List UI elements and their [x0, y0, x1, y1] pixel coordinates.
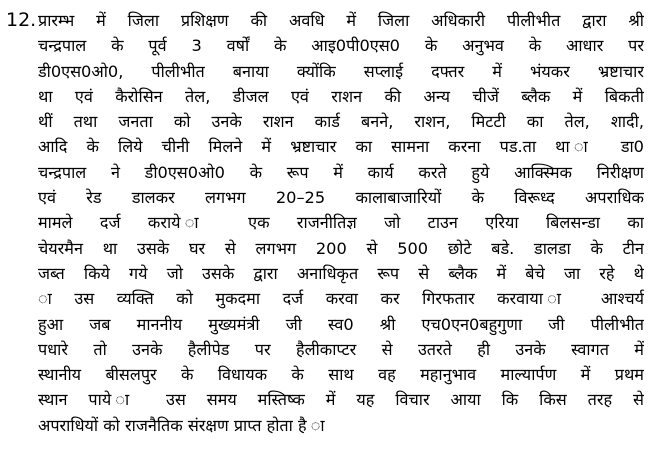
text-line: हुआ जब माननीय मुख्यमंत्री जी स्व0 श्री एच0एन0बहुगुणा जी पीलीभीत	[38, 314, 644, 334]
text-line: चेयरमैन था उसके घर से लगभग 200 से 500 छोटे बडे. डालडा के टीन	[38, 238, 644, 258]
text-line: स्थानीय बीसलपुर के विधायक के साथ वह महानुभाव माल्यार्पण में प्रथम	[38, 365, 644, 385]
text-line: स्थान पाये ा उस समय मस्तिष्क में यह विचार आया कि किस तरह से	[38, 390, 644, 410]
text-line: थीं तथा जनता को उनके राशन कार्ड बनने, राशन, मिटटी का तेल, शादी,	[38, 112, 644, 132]
text-line: मामले दर्ज कराये ा एक राजनीतिज्ञ जो टाउन एरिया बिलसन्डा का	[38, 213, 644, 233]
text-line: डी0एस0ओ0, पीलीभीत बनाया क्योंकि सप्लाई दफ्तर में भंयकर भ्रष्टाचार	[38, 61, 644, 81]
text-line: प्रारम्भ में जिला प्रशिक्षण की अवधि में जिला अधिकारी पीलीभीत द्वारा श्री	[38, 11, 644, 30]
text-line: पधारे तो उनके हैलीपेड पर हैलीकाप्टर से उतरते ही उनके स्वागत में	[38, 339, 644, 359]
text-line: आदि के लिये चीनी मिलने में भ्रष्टाचार का सामना करना पड.ता था ा डा0	[38, 137, 644, 157]
text-line: चन्द्रपाल ने डी0एस0ओ0 के रूप में कार्य करते हुये आक्स्मिक निरीक्षण	[38, 162, 644, 182]
text-line: एवं रेड डालकर लगभग 20–25 कालाबाजारियों के विरूध्द अपराधिक	[38, 188, 644, 208]
text-line: ा उस व्यक्ति को मुकदमा दर्ज करवा कर गिरफतार करवाया ा आश्चर्य	[38, 289, 644, 309]
text-line: था एवं कैरोसिन तेल, डीजल एवं राशन की अन्य चीजें ब्लैक में बिकती	[38, 86, 644, 106]
paragraph-body	[38, 8, 644, 438]
text-line: जब्त किये गये जो उसके द्वारा अनाधिकृत रूप से ब्लैक में बेचे जा रहे थे	[38, 263, 644, 283]
text-line-last: अपराधियों को राजनैतिक संरक्षण प्राप्त होता है ा	[38, 415, 325, 435]
paragraph-number: 12.	[6, 9, 37, 31]
text-line: चन्द्रपाल के पूर्व 3 वर्षों के आइ0पी0एस0 के अनुभव के आधार पर	[38, 36, 644, 56]
